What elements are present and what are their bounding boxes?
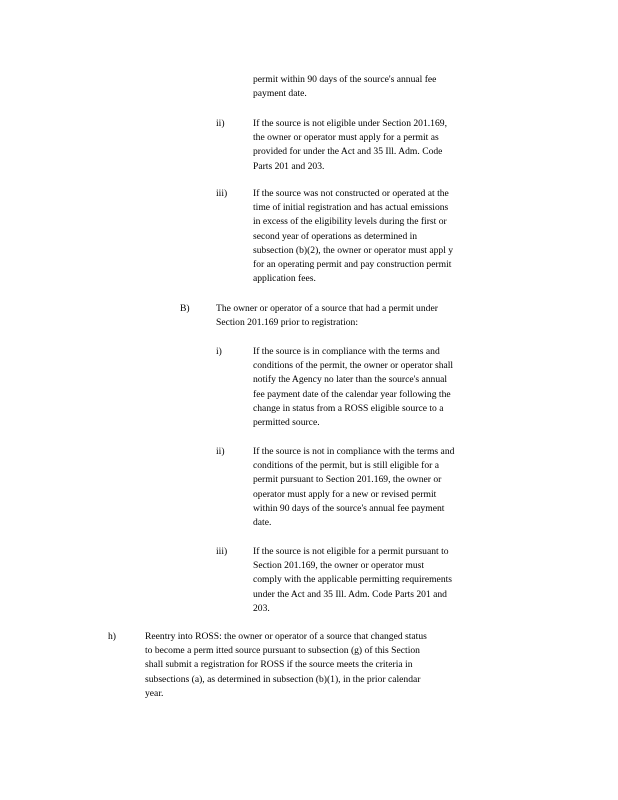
item-text: [253, 345, 503, 430]
text-line: provided for under the Act and 35 Ill. Adm. Code: [253, 146, 443, 158]
text-line: application fees.: [253, 273, 316, 285]
text-line: change in status from a ROSS eligible source to a: [253, 402, 444, 414]
text-line: date.: [253, 517, 272, 529]
text-line: permit within 90 days of the source's annual fee: [253, 74, 437, 85]
text-line: second year of operations as determined in: [253, 230, 418, 242]
text-line: The owner or operator of a source that had a permit under: [216, 303, 438, 314]
list-marker: h): [108, 631, 116, 642]
text-line: payment date.: [253, 88, 307, 100]
text-line: If the source is not eligible under Section 201.169,: [253, 118, 447, 129]
list-marker: iii): [216, 546, 228, 557]
text-line: conditions of the permit, but is still eligible for a: [253, 460, 439, 472]
item-text: [253, 117, 493, 174]
text-line: 203.: [253, 602, 270, 614]
text-line: in excess of the eligibility levels during the first or: [253, 216, 447, 228]
text-line: shall submit a registration for ROSS if the source meets the criteria in: [145, 659, 413, 671]
text-line: Section 201.169, the owner or operator must: [253, 560, 425, 572]
text-line: fee payment date of the calendar year following the: [253, 388, 451, 400]
item-text: [145, 630, 505, 701]
text-line: time of initial registration and has actual emissions: [253, 202, 449, 214]
list-marker: iii): [216, 188, 228, 199]
text-line: subsections (a), as determined in subsection (b)(1), in the prior calendar: [145, 673, 421, 685]
text-line: permitted source.: [253, 417, 320, 429]
text-line: to become a perm itted source pursuant to subsection (g) of this Section: [145, 645, 420, 657]
intro-text: [253, 73, 493, 101]
text-line: conditions of the permit, the owner or operator shall: [253, 360, 454, 372]
item-text: [253, 545, 498, 616]
text-line: If the source was not constructed or operated at the: [253, 188, 449, 199]
list-marker: ii): [216, 446, 225, 457]
list-marker: B): [180, 303, 190, 314]
text-line: If the source is not eligible for a permit pursuant to: [253, 546, 449, 557]
text-line: If the source is in compliance with the terms and: [253, 346, 440, 357]
text-line: the owner or operator must apply for a permit as: [253, 132, 439, 144]
text-line: subsection (b)(2), the owner or operator must appl y: [253, 244, 454, 256]
list-marker: ii): [216, 118, 225, 129]
list-marker: i): [216, 346, 222, 357]
text-line: for an operating permit and pay construction permit: [253, 259, 452, 271]
text-line: Parts 201 and 203.: [253, 160, 325, 172]
text-line: year.: [145, 687, 164, 699]
item-text: [253, 187, 503, 286]
item-text: [216, 302, 496, 330]
text-line: within 90 days of the source's annual fee payment: [253, 502, 445, 514]
text-line: Reentry into ROSS: the owner or operator of a source that changed status: [145, 631, 427, 642]
text-line: permit pursuant to Section 201.169, the owner or: [253, 474, 442, 486]
text-line: notify the Agency no later than the source's annual: [253, 374, 448, 386]
text-line: If the source is not in compliance with the terms and: [253, 446, 455, 457]
text-line: Section 201.169 prior to registration:: [216, 317, 359, 329]
text-line: under the Act and 35 Ill. Adm. Code Parts 201 and: [253, 588, 447, 600]
item-text: [253, 445, 505, 530]
text-line: comply with the applicable permitting requirements: [253, 574, 453, 586]
text-line: operator must apply for a new or revised permit: [253, 488, 437, 500]
